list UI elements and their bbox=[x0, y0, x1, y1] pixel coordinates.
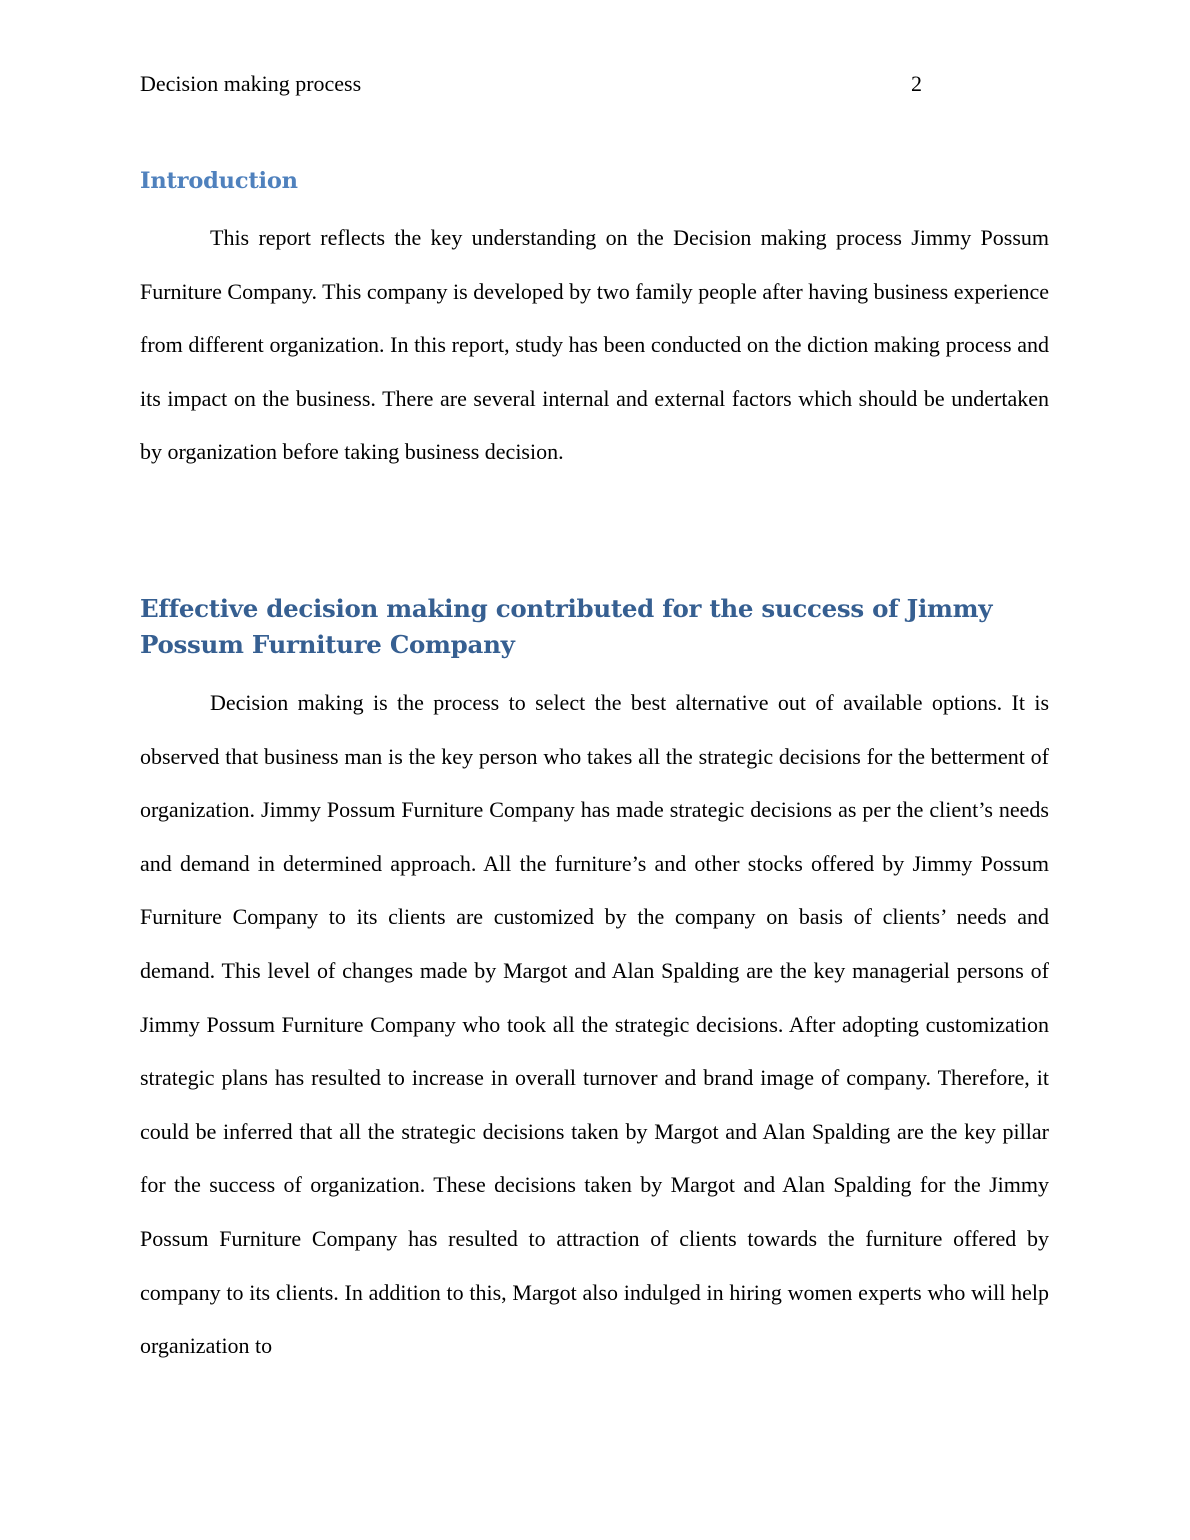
running-title: Decision making process bbox=[140, 71, 362, 96]
heading-effective-decision-making: Effective decision making contributed for the success of Jimmy Possum Furniture Company bbox=[140, 594, 993, 659]
heading-introduction: Introduction bbox=[140, 168, 298, 194]
paragraph-effective-decision-making: Decision making is the process to select the best alternative out of available options. It is observed that business man is the key person who takes all the strategic decisions for the betterment of organization. Jimmy Possum Furniture Company has made strategic decisions as per the client’s needs and demand in determined approach. All the furniture’s and other stocks offered by Jimmy Possum Furniture Company to its clients are customized by the company on basis of clients’ needs and demand. This level of changes made by Margot and Alan Spalding are the key managerial persons of Jimmy Possum Furniture Company who took all the strategic decisions. After adopting customization strategic plans has resulted to increase in overall turnover and brand image of company. Therefore, it could be inferred that all the strategic decisions taken by Margot and Alan Spalding are the key pillar for the success of organization. These decisions taken by Margot and Alan Spalding for the Jimmy Possum Furniture Company has resulted to attraction of clients towards the furniture offered by company to its clients. In addition to this, Margot also indulged in hiring women experts who will help organization to bbox=[140, 690, 1049, 1359]
paragraph-introduction: This report reflects the key understanding on the Decision making process Jimmy Possum Furniture Company. This company is developed by two family people after having business experience from different organization. In this report, study has been conducted on the diction making process and its impact on the business. There are several internal and external factors which should be undertaken by organization before taking business decision. bbox=[140, 225, 1049, 465]
running-header bbox=[140, 70, 922, 98]
page-number: 2 bbox=[911, 71, 922, 96]
